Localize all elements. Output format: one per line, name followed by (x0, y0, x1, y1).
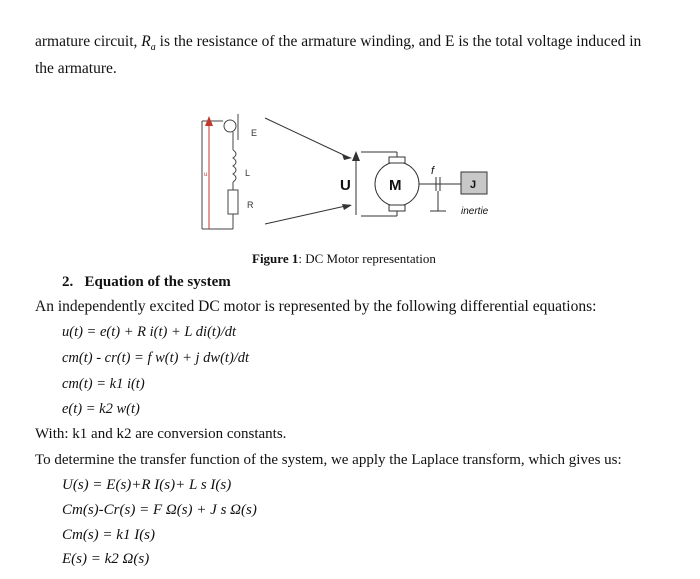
shaft-and-load (419, 177, 462, 211)
laplace-sentence: To determine the transfer function of the system, we apply the Laplace transform, which gives us: (35, 452, 622, 468)
label-r: R (247, 200, 254, 210)
laplace-equation-3: Cm(s) = k1 I(s) (62, 527, 156, 543)
time-equation-4: e(t) = k2 w(t) (62, 401, 140, 417)
label-l: L (245, 168, 251, 178)
time-equation-1: u(t) = e(t) + R i(t) + L di(t)/dt (62, 324, 237, 340)
body-intro-sentence: An independently excited DC motor is represented by the following differential equations: (35, 298, 597, 315)
label-f: f (431, 165, 435, 177)
u-arrow (352, 151, 360, 215)
laplace-equation-4: E(s) = k2 Ω(s) (62, 551, 150, 567)
label-j: J (470, 179, 477, 191)
laplace-equation-1: U(s) = E(s)+R I(s)+ L s I(s) (62, 477, 232, 493)
time-equation-3: cm(t) = k1 i(t) (62, 376, 145, 392)
armature-circuit (202, 114, 238, 229)
section-heading: 2. Equation of the system (62, 274, 231, 290)
label-e: E (251, 128, 258, 138)
label-inertie: inertie (461, 206, 489, 217)
constants-sentence: With: k1 and k2 are conversion constants. (35, 426, 287, 442)
intro-line-1: armature circuit, $R_a$ is the resistance of the armature winding, and E is the total voltage induced in (35, 33, 642, 54)
label-u: U (340, 177, 351, 194)
laplace-equation-2: Cm(s)-Cr(s) = F Ω(s) + J s Ω(s) (62, 502, 257, 518)
figure-caption: Figure 1: DC Motor representation (252, 251, 436, 266)
label-u-small: u (204, 172, 208, 178)
label-m: M (389, 177, 402, 194)
intro-line-2: the armature. (35, 60, 117, 77)
dc-motor-figure (0, 0, 700, 240)
projection-lines (265, 118, 352, 224)
time-equation-2: cm(t) - cr(t) = f w(t) + j dw(t)/dt (62, 350, 250, 366)
